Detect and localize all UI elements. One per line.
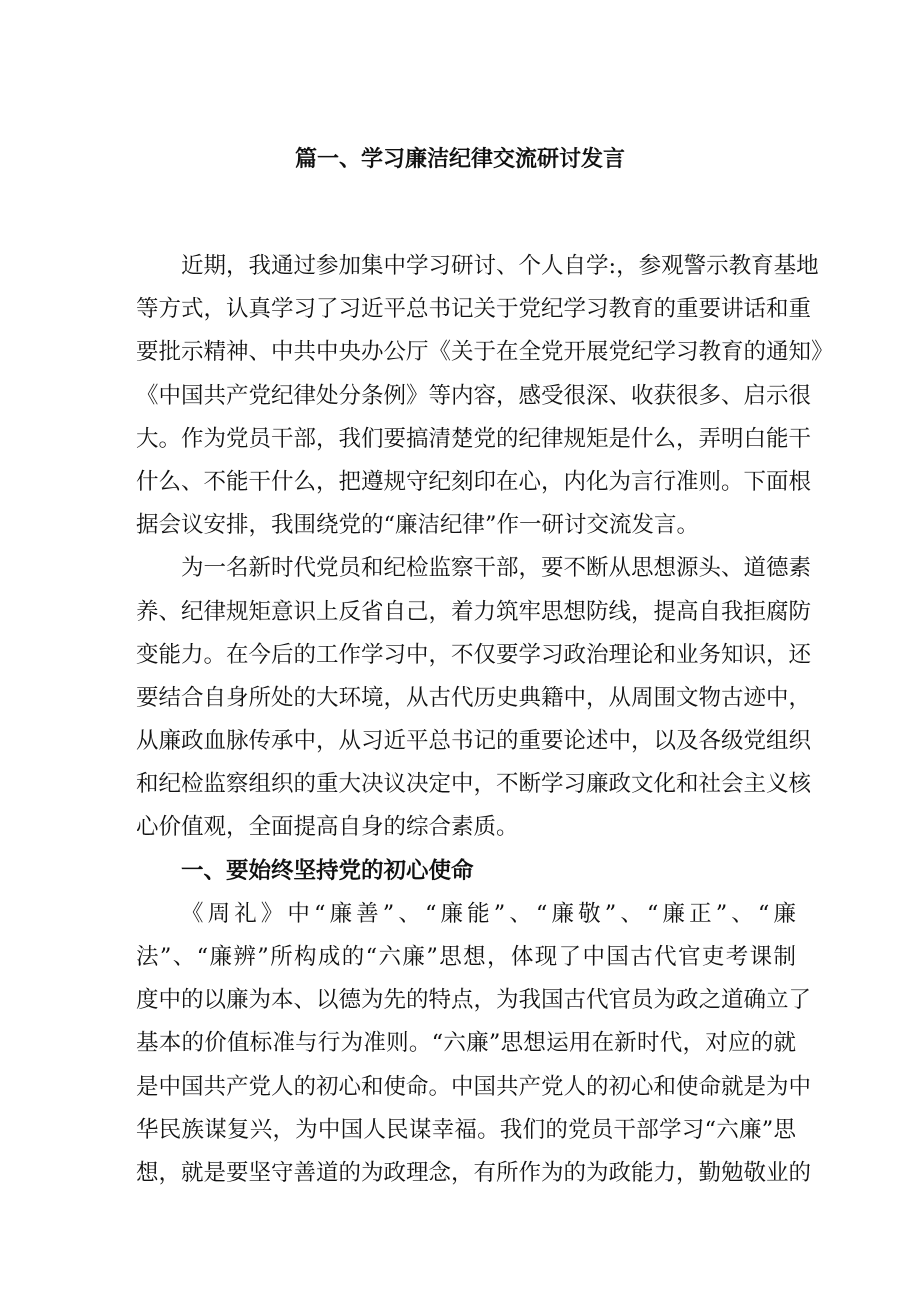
text-line: 基本的价值标准与行为准则。“六廉”思想运用在新时代，对应的就 — [136, 1030, 796, 1057]
document-body — [136, 245, 834, 1195]
text-line: 《周礼》中“廉善”、“廉能”、“廉敬”、“廉正”、“廉 — [181, 900, 796, 927]
text-line: 度中的以廉为本、以德为先的特点，为我国古代官员为政之道确立了 — [136, 987, 812, 1014]
text-line: 大。作为党员干部，我们要搞清楚党的纪律规矩是什么，弄明白能干 — [136, 425, 812, 452]
text-line: 什么、不能干什么，把遵规守纪刻印在心，内化为言行准则。下面根 — [136, 468, 812, 495]
text-line: 变能力。在今后的工作学习中，不仅要学习政治理论和业务知识，还 — [136, 641, 812, 668]
document-title: 篇一、学习廉洁纪律交流研讨发言 — [294, 146, 625, 172]
text-line: 是中国共产党人的初心和使命。中国共产党人的初心和使命就是为中 — [136, 1073, 812, 1100]
text-line: 法”、“廉辨”所构成的“六廉”思想，体现了中国古代官吏考课制 — [136, 944, 796, 970]
text-line: 想，就是要坚守善道的为政理念，有所作为的为政能力，勤勉敬业的 — [136, 1159, 812, 1186]
text-line: 养、纪律规矩意识上反省自己，着力筑牢思想防线，提高自我拒腐防 — [136, 598, 812, 625]
section-heading: 一、要始终坚持党的初心使命 — [181, 857, 474, 884]
text-line: 据会议安排，我围绕党的“廉洁纪律”作一研讨交流发言。 — [136, 512, 700, 539]
text-line: 为一名新时代党员和纪检监察干部，要不断从思想源头、道德素 — [181, 555, 812, 582]
text-line: 华民族谋复兴，为中国人民谋幸福。我们的党员干部学习“六廉”思 — [136, 1116, 796, 1143]
text-line: 要批示精神、中共中央办公厅《关于在全党开展党纪学习教育的通知》 — [136, 339, 834, 366]
text-line: 等方式，认真学习了习近平总书记关于党纪学习教育的重要讲话和重 — [136, 296, 812, 323]
text-line: 和纪检监察组织的重大决议决定中，不断学习廉政文化和社会主义核 — [136, 771, 812, 798]
text-line: 心价值观，全面提高自身的综合素质。 — [136, 814, 519, 841]
text-line: 要结合自身所处的大环境，从古代历史典籍中，从周围文物古迹中， — [136, 684, 812, 711]
text-line: 《中国共产党纪律处分条例》等内容，感受很深、收获很多、启示很 — [136, 382, 812, 409]
text-line: 从廉政血脉传承中，从习近平总书记的重要论述中，以及各级党组织 — [136, 728, 812, 755]
text-line: 近期，我通过参加集中学习研讨、个人自学:，参观警示教育基地 — [181, 253, 819, 279]
